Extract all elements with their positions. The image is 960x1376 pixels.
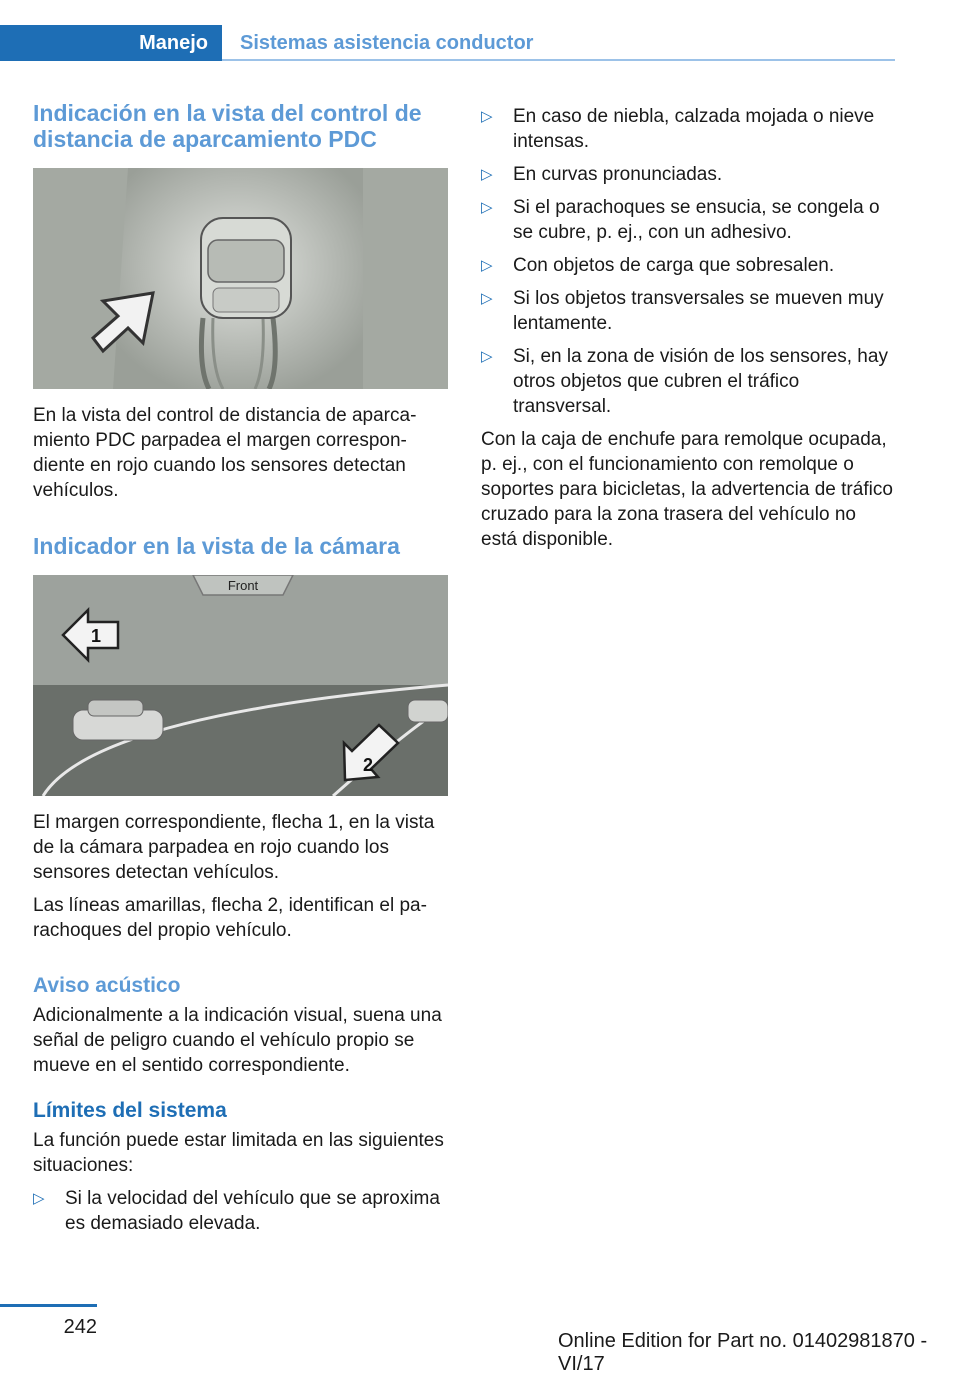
right-column	[481, 104, 896, 552]
heading-acoustic: Aviso acústico	[33, 974, 181, 997]
list-item-text: Si, en la zona de visión de los sensores, hay otros objetos que cubren el tráfico transversal.	[513, 346, 888, 417]
triangle-right-icon: ▷	[481, 257, 493, 274]
car-right-icon	[408, 700, 448, 722]
paragraph-camera-1: El margen correspondiente, flecha 1, en la vista de la cámara parpadea en rojo cuando los sensores detectan vehículos.	[33, 812, 435, 883]
list-item	[481, 162, 896, 187]
list-item-text: Si la velocidad del vehículo que se aproxima es demasiado elevada.	[65, 1188, 440, 1234]
section-title[interactable]: Sistemas asistencia conductor	[240, 31, 534, 54]
pdc-view-figure	[33, 168, 448, 389]
list-item-text: En curvas pronunciadas.	[513, 164, 723, 185]
car-top-icon	[201, 218, 291, 318]
list-item	[481, 286, 896, 336]
paragraph-limits: La función puede estar limitada en las siguientes situaciones:	[33, 1130, 444, 1176]
triangle-right-icon: ▷	[33, 1190, 45, 1207]
list-item-text: Con objetos de carga que sobresalen.	[513, 255, 835, 276]
triangle-right-icon: ▷	[481, 290, 493, 307]
list-item	[481, 344, 896, 419]
chapter-tab[interactable]: Manejo	[0, 25, 222, 61]
list-item	[481, 253, 896, 278]
header-bar	[0, 25, 895, 61]
triangle-right-icon: ▷	[481, 348, 493, 365]
footer-divider	[0, 1304, 97, 1307]
paragraph-acoustic: Adicionalmente a la indicación visual, suena una señal de peligro cuando el vehículo propio se mueve en el sentido correspondiente.	[33, 1005, 442, 1076]
front-label: Front	[227, 578, 259, 593]
heading-pdc-view: Indicación en la vista del control de distancia de aparcamiento PDC	[33, 100, 422, 152]
triangle-right-icon: ▷	[481, 199, 493, 216]
page-number: 242	[63, 1316, 97, 1338]
list-item-text: En caso de niebla, calzada mojada o nieve intensas.	[513, 106, 875, 152]
arrow-2-label: 2	[363, 755, 374, 775]
camera-view-figure	[33, 575, 448, 796]
paragraph-trailer: Con la caja de enchufe para remolque ocupada, p. ej., con el funcionamiento con remolque o soportes para bicicletas, la advertencia de tráfico cruzado para la zona trasera del vehículo no está disponible.	[481, 429, 893, 550]
list-item-text: Si los objetos transversales se mueven muy lentamente.	[513, 288, 884, 334]
list-item	[481, 104, 896, 154]
paragraph-pdc: En la vista del control de distancia de aparcamiento PDC parpadea el margen correspondiente en rojo cuando los sensores detectan vehículos.	[33, 405, 417, 501]
edition-note: Online Edition for Part no. 01402981870 - VI/17	[558, 1330, 928, 1375]
header-divider	[222, 59, 895, 61]
triangle-right-icon: ▷	[481, 108, 493, 125]
heading-camera-view: Indicador en la vista de la cámara	[33, 533, 400, 559]
list-item	[33, 1186, 448, 1236]
triangle-right-icon: ▷	[481, 166, 493, 183]
left-column	[33, 100, 448, 1236]
list-item	[481, 195, 896, 245]
list-item-text: Si el parachoques se ensucia, se congela o se cubre, p. ej., con un adhesivo.	[513, 197, 880, 243]
paragraph-camera-2: Las líneas amarillas, flecha 2, identifican el parachoques del propio vehículo.	[33, 895, 427, 941]
heading-limits: Límites del sistema	[33, 1099, 227, 1122]
arrow-1-label: 1	[91, 626, 102, 646]
